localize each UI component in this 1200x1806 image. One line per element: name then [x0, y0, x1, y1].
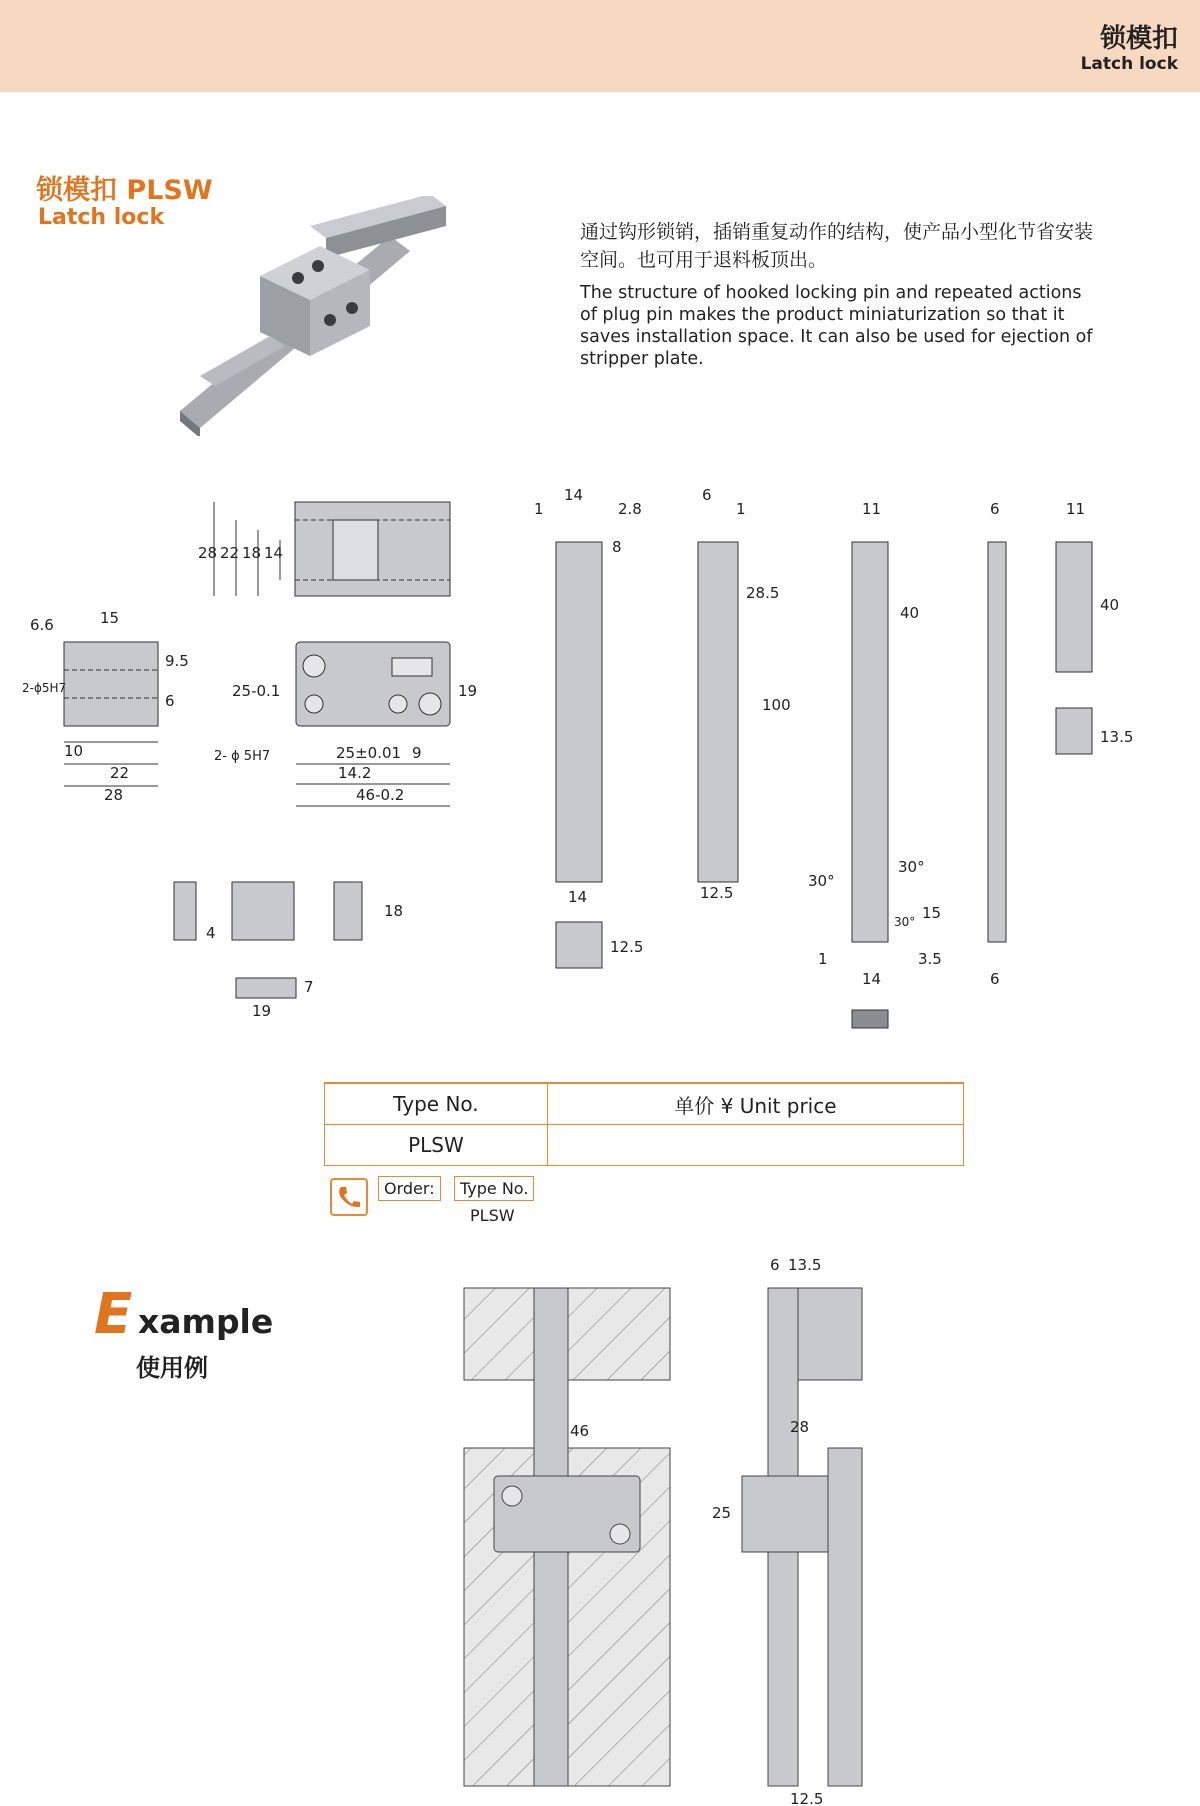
dim-q100: 100	[762, 696, 791, 714]
example-dim-6: 6	[770, 1256, 780, 1274]
dim-p14: 14	[564, 486, 584, 504]
product-title-en: Latch lock	[38, 205, 165, 230]
dim-t40: 40	[1100, 596, 1120, 614]
header-unit-price: 单价 ¥ Unit price	[547, 1083, 963, 1125]
dim-t13-5: 13.5	[1100, 728, 1134, 746]
header-title-cn: 锁模扣	[1099, 24, 1178, 54]
example-dim-46: 46	[570, 1422, 590, 1440]
product-photo	[170, 196, 470, 440]
dim-15: 15	[100, 609, 120, 627]
product-title-cn: 锁模扣 PLSW	[36, 175, 213, 206]
dim-u18: 18	[384, 902, 404, 920]
technical-drawings	[0, 480, 1200, 1040]
example-dim-28: 28	[790, 1418, 810, 1436]
dim-r3-5: 3.5	[918, 950, 942, 968]
dim-u4: 4	[206, 924, 216, 942]
dim-9: 9	[412, 744, 422, 762]
example-drawings	[0, 1240, 1200, 1806]
example-letter-e: E	[94, 1282, 133, 1347]
example-dim-12-5: 12.5	[790, 1790, 824, 1806]
row-type-no: PLSW	[325, 1125, 548, 1166]
dim-r30c: 30°	[894, 915, 916, 929]
phone-icon	[330, 1178, 368, 1216]
dim-q28-5: 28.5	[746, 584, 780, 602]
dim-9-5: 9.5	[165, 652, 189, 670]
dim-r1: 1	[818, 950, 828, 968]
dim-6-6: 6.6	[30, 616, 54, 634]
dim-p8: 8	[612, 538, 622, 556]
dim-phi-b: 2- ϕ 5H7	[214, 749, 271, 764]
example-dim-25: 25	[712, 1504, 732, 1522]
dim-6: 6	[165, 692, 175, 710]
dim-p12-5v: 12.5	[610, 938, 644, 956]
header-type-no: Type No.	[325, 1083, 548, 1125]
order-type-label: Type No.	[454, 1176, 534, 1201]
dim-u7: 7	[304, 978, 314, 996]
dim-q6: 6	[702, 486, 712, 504]
dim-s6: 6	[990, 500, 1000, 518]
example-dim-13-5: 13.5	[788, 1256, 822, 1274]
dim-22: 22	[220, 544, 240, 562]
header-title-en: Latch lock	[1080, 54, 1178, 74]
dim-28: 28	[198, 544, 218, 562]
dim-q1: 1	[736, 500, 746, 518]
dim-r30b: 30°	[898, 858, 925, 876]
dim-28b: 28	[104, 786, 124, 804]
dim-t11: 11	[1066, 500, 1086, 518]
dim-r40: 40	[900, 604, 920, 622]
dim-14-2: 14.2	[338, 764, 372, 782]
dim-19: 19	[458, 682, 478, 700]
dim-p1: 1	[534, 500, 544, 518]
dim-r15: 15	[922, 904, 942, 922]
dim-p14b: 14	[568, 888, 588, 906]
dim-q12-5: 12.5	[700, 884, 734, 902]
dim-p2-8: 2.8	[618, 500, 642, 518]
dim-r30a: 30°	[808, 872, 835, 890]
dim-25-tol: 25-0.1	[232, 682, 281, 700]
dim-r14: 14	[862, 970, 882, 988]
dim-phi-a: 2-ϕ5H7	[22, 681, 67, 695]
example-title-cn: 使用例	[136, 1354, 208, 1382]
description-cn: 通过钩形锁销，插销重复动作的结构，使产品小型化节省安装空间。也可用于退料板顶出。	[580, 221, 1094, 271]
dim-25pm: 25±0.01	[336, 744, 402, 762]
dim-46-tol: 46-0.2	[356, 786, 405, 804]
dim-22b: 22	[110, 764, 130, 782]
order-label: Order:	[378, 1176, 441, 1201]
order-type-code: PLSW	[470, 1206, 515, 1225]
row-unit-price	[547, 1125, 963, 1166]
example-title: xample	[138, 1302, 274, 1341]
description-en: The structure of hooked locking pin and repeated actions of plug pin makes the product miniaturization so that it saves installation space. It can also be used for ejection of stripper plate.	[580, 283, 1093, 369]
dim-18: 18	[242, 544, 262, 562]
dim-s6b: 6	[990, 970, 1000, 988]
dim-u19: 19	[252, 1002, 272, 1020]
dim-6-10: 10	[64, 742, 84, 760]
price-table	[324, 1082, 964, 1166]
page-header	[0, 0, 1200, 92]
dim-r11: 11	[862, 500, 882, 518]
dim-14: 14	[264, 544, 284, 562]
